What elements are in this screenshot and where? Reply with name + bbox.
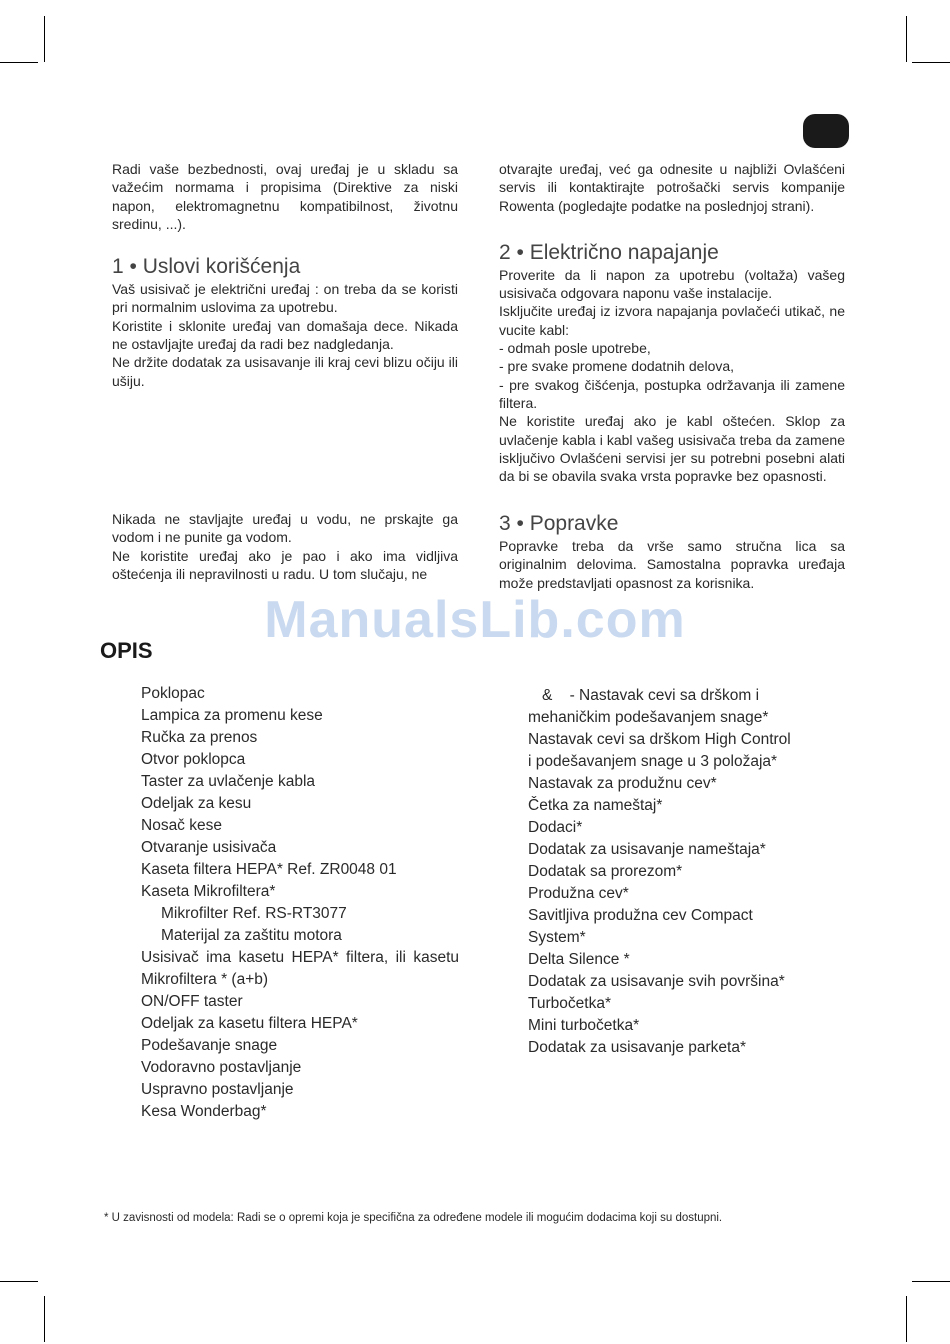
section-2-bullet: - pre svakog čišćenja, postupka održavanja ili zamene filtera. — [499, 376, 845, 411]
list-item: ON/OFF taster — [141, 993, 243, 1010]
crop-mark — [0, 1281, 38, 1282]
list-item: Četka za nameštaj* — [528, 797, 663, 814]
intro-paragraph: Radi vaše bezbednosti, ovaj uređaj je u skladu sa važećim normama i propisima (Direktive za niski napon, elektromagnetnu kompatibilnost, životnu sredinu, ...). — [112, 161, 458, 232]
list-item: Taster za uvlačenje kabla — [141, 773, 316, 790]
list-item: Podešavanje snage — [141, 1037, 278, 1054]
list-item: System* — [528, 929, 586, 946]
crop-mark — [44, 1296, 45, 1342]
list-item: mehaničkim podešavanjem snage* — [528, 709, 769, 726]
list-item: Kesa Wonderbag* — [141, 1103, 267, 1120]
section-1-paragraph: Vaš usisivač je električni uređaj : on treba da se koristi pri normalnim uslovima za upotrebu. — [112, 281, 458, 316]
section-3-heading: 3 • Popravke — [499, 512, 619, 535]
list-item: Nastavak za produžnu cev* — [528, 775, 717, 792]
crop-mark — [912, 62, 950, 63]
warning-paragraph: Ne koristite uređaj ako je pao i ako ima vidljiva oštećenja ili nepravilnosti u radu. U tom slučaju, ne — [112, 547, 458, 582]
list-item: Dodaci* — [528, 819, 583, 836]
footnote: * U zavisnosti od modela: Radi se o opremi koja je specifična za određene modele ili mogućim dodacima koji su dostupni. — [104, 1212, 723, 1224]
section-1-paragraph: Ne držite dodatak za usisavanje ili kraj cevi blizu očiju ili ušiju. — [112, 354, 458, 389]
crop-mark — [0, 62, 38, 63]
list-item: Mini turbočetka* — [528, 1017, 640, 1034]
crop-mark — [44, 16, 45, 62]
right-column-bottom — [499, 512, 845, 592]
list-item: Dodatak za usisavanje nameštaja* — [528, 841, 766, 858]
list-item: Usisivač ima kasetu HEPA* filtera, ili kasetu — [141, 949, 459, 966]
section-3-paragraph: Popravke treba da vrše samo stručna lica sa originalnim delovima. Samostalna popravka uređaja može predstavljati opasnost za korisnika. — [499, 538, 845, 591]
language-tab — [803, 114, 849, 148]
section-2-paragraph: Isključite uređaj iz izvora napajanja povlačeći utikač, ne vucite kabl: — [499, 303, 845, 338]
list-item: Uspravno postavljanje — [141, 1081, 294, 1098]
section-2-bullet: - pre svake promene dodatnih delova, — [499, 358, 735, 375]
section-2-paragraph: Proverite da li napon za upotrebu (voltaža) vašeg usisivača odgovara naponu vaše instalacije. — [499, 266, 845, 302]
parts-list-left — [141, 683, 459, 1123]
continued-paragraph: otvarajte uređaj, već ga odnesite u najbliži Ovlašćeni servis ili kontaktirajte potrošački servis kompanije Rowenta (pogledajte podatke na poslednjoj strani). — [499, 161, 845, 214]
list-item: Nastavak cevi sa drškom High Control — [528, 731, 791, 748]
list-item: i podešavanjem snage u 3 položaja* — [528, 753, 778, 770]
list-item: Odeljak za kesu — [141, 795, 252, 812]
section-1-paragraph: Koristite i sklonite uređaj van domašaja dece. Nikada ne ostavljajte uređaj da radi bez nadgledanja. — [112, 317, 458, 353]
list-item: Vodoravno postavljanje — [141, 1059, 302, 1076]
list-item: Ručka za prenos — [141, 729, 258, 746]
crop-mark — [906, 1296, 907, 1342]
list-item: Produžna cev* — [528, 885, 629, 902]
list-item: Kaseta filtera HEPA* Ref. ZR0048 01 — [141, 861, 397, 878]
list-item: Otvor poklopca — [141, 751, 246, 768]
crop-mark — [906, 16, 907, 62]
watermark: ManualsLib.com — [264, 591, 686, 649]
section-1-heading: 1 • Uslovi korišćenja — [112, 255, 301, 279]
list-item: & - Nastavak cevi sa drškom i — [542, 687, 760, 704]
list-item: Kaseta Mikrofiltera* — [141, 883, 276, 900]
warning-paragraph: Nikada ne stavljajte uređaj u vodu, ne prskajte ga vodom i ne punite ga vodom. — [112, 511, 458, 546]
left-column-top — [112, 160, 458, 390]
right-column-top — [499, 160, 845, 485]
list-item: Turbočetka* — [528, 995, 611, 1012]
crop-mark — [912, 1281, 950, 1282]
list-item: Dodatak za usisavanje svih površina* — [528, 973, 785, 990]
list-item: Poklopac — [141, 685, 205, 702]
list-item: Savitljiva produžna cev Compact — [528, 907, 753, 924]
list-item: Materijal za zaštitu motora — [161, 927, 342, 944]
opis-heading: OPIS — [100, 638, 153, 663]
parts-list-right — [528, 685, 828, 1059]
list-item: Odeljak za kasetu filtera HEPA* — [141, 1015, 358, 1032]
list-item: Mikrofilter Ref. RS-RT3077 — [161, 905, 347, 922]
list-item: Dodatak za usisavanje parketa* — [528, 1039, 746, 1056]
list-item: Nosač kese — [141, 817, 222, 834]
list-item: Lampica za promenu kese — [141, 707, 323, 724]
list-item: Mikrofiltera * (a+b) — [141, 971, 269, 988]
list-item: Otvaranje usisivača — [141, 839, 277, 856]
list-item: Delta Silence * — [528, 951, 630, 968]
section-2-paragraph: Ne koristite uređaj ako je kabl oštećen. Sklop za uvlačenje kabla i kabl vašeg usisivača treba da zamene isključivo Ovlašćeni servisi jer su potrebni posebni alati da bi se obavila svaka vrsta popravke bez opasnosti. — [499, 413, 845, 485]
left-column-bottom — [112, 510, 458, 583]
list-item: Dodatak sa prorezom* — [528, 863, 683, 880]
section-2-heading: 2 • Električno napajanje — [499, 240, 719, 264]
section-2-bullet: - odmah posle upotrebe, — [499, 340, 651, 357]
